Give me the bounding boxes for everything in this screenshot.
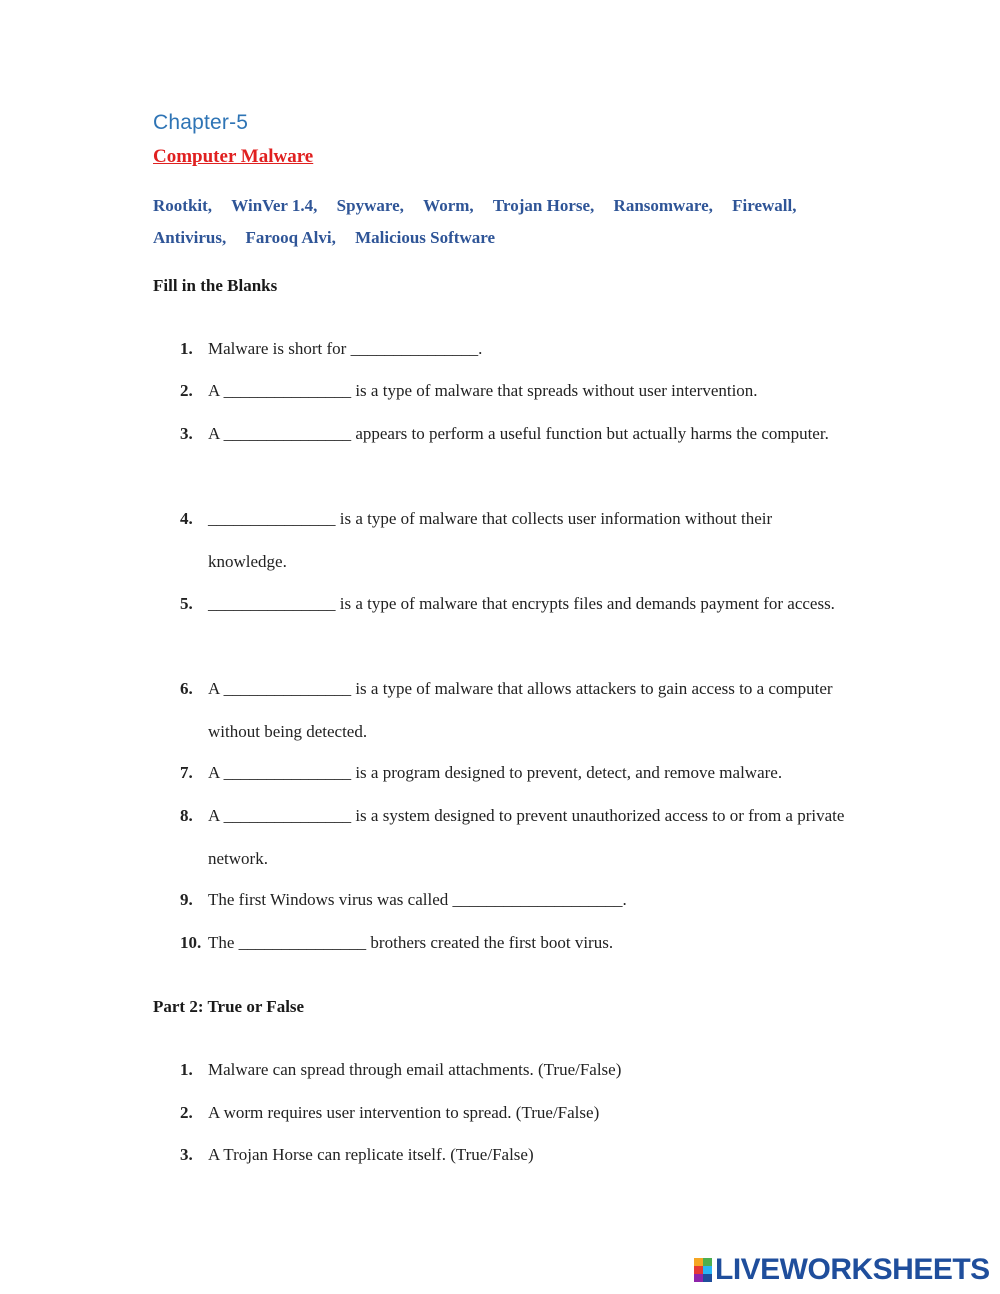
word-bank-item: Ransomware, xyxy=(613,196,713,215)
question-item xyxy=(180,668,840,753)
question-number: 7. xyxy=(180,763,193,782)
word-bank-item: Farooq Alvi, xyxy=(245,228,336,247)
question-item xyxy=(180,752,860,795)
question-number: 1. xyxy=(180,1060,193,1079)
brand-name: LIVEWORKSHEETS xyxy=(715,1253,990,1286)
question-text: The first Windows virus was called ____________________. xyxy=(208,890,627,909)
question-text: _______________ is a type of malware that collects user information without their knowledge. xyxy=(208,509,773,571)
question-item xyxy=(180,922,860,965)
question-number: 4. xyxy=(180,509,193,528)
section-title-fill-blanks: Fill in the Blanks xyxy=(153,276,278,295)
word-bank-item: Malicious Software xyxy=(355,228,496,247)
question-item xyxy=(180,879,860,922)
question-number: 3. xyxy=(180,1145,193,1164)
question-item xyxy=(180,1092,860,1135)
worksheet-title: Computer Malware xyxy=(153,146,314,167)
question-number: 3. xyxy=(180,424,193,443)
question-text: A Trojan Horse can replicate itself. (True/False) xyxy=(208,1145,534,1164)
question-text: _______________ is a type of malware that encrypts files and demands payment for access. xyxy=(208,594,835,613)
question-text: Malware can spread through email attachments. (True/False) xyxy=(208,1060,622,1079)
question-number: 6. xyxy=(180,679,193,698)
word-bank-item: WinVer 1.4, xyxy=(231,196,318,215)
chapter-heading: Chapter-5 xyxy=(153,111,249,134)
question-text: A _______________ is a type of malware that spreads without user intervention. xyxy=(208,381,758,400)
question-number: 1. xyxy=(180,339,193,358)
question-text: The _______________ brothers created the first boot virus. xyxy=(208,933,614,952)
question-item xyxy=(180,583,860,626)
question-number: 8. xyxy=(180,806,193,825)
question-item xyxy=(180,370,860,413)
question-item xyxy=(180,795,870,880)
question-item xyxy=(180,498,840,583)
word-bank-item: Worm, xyxy=(423,196,474,215)
question-number: 2. xyxy=(180,381,193,400)
section-title-true-false: Part 2: True or False xyxy=(153,997,305,1016)
question-text: A _______________ appears to perform a useful function but actually harms the computer. xyxy=(208,424,829,443)
word-bank-item: Trojan Horse, xyxy=(492,196,595,215)
word-bank-item: Spyware, xyxy=(336,196,404,215)
question-item xyxy=(180,413,830,456)
question-item xyxy=(180,328,860,371)
question-number: 2. xyxy=(180,1103,193,1122)
word-bank-item: Antivirus, xyxy=(153,228,227,247)
word-bank-item: Rootkit, xyxy=(153,196,213,215)
question-number: 10. xyxy=(180,933,202,952)
question-item xyxy=(180,1049,860,1092)
word-bank-item: Firewall, xyxy=(732,196,797,215)
liveworksheets-logo[interactable] xyxy=(694,1253,990,1287)
liveworksheets-logo-icon xyxy=(694,1258,712,1282)
question-number: 9. xyxy=(180,890,193,909)
question-text: A _______________ is a type of malware that allows attackers to gain access to a computer without being detected. xyxy=(208,679,833,741)
question-item xyxy=(180,1134,860,1177)
question-number: 5. xyxy=(180,594,193,613)
question-text: A worm requires user intervention to spread. (True/False) xyxy=(208,1103,600,1122)
question-text: Malware is short for _______________. xyxy=(208,339,483,358)
question-text: A _______________ is a program designed to prevent, detect, and remove malware. xyxy=(208,763,783,782)
question-text: A _______________ is a system designed to prevent unauthorized access to or from a private network. xyxy=(208,806,845,868)
word-bank xyxy=(153,190,853,254)
